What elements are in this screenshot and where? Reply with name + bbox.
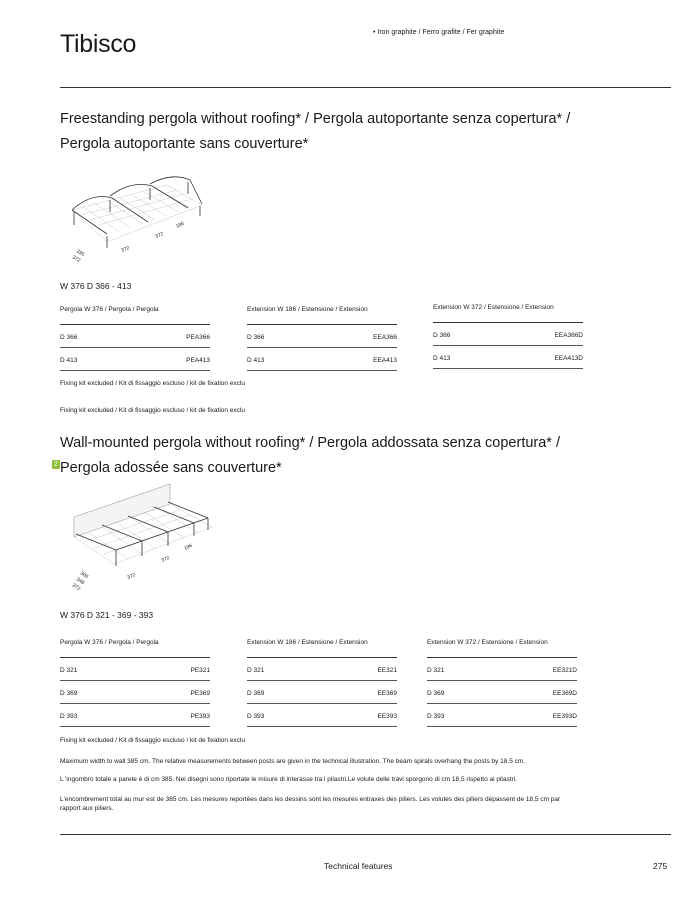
- table-header: Pergola W 376 / Pergola / Pergola: [60, 303, 210, 325]
- row-size: D 369: [427, 690, 445, 697]
- row-code: PE321: [190, 667, 210, 674]
- table-row: [60, 704, 210, 727]
- section2-title-line2: Pergola adossée sans couverture*: [60, 460, 282, 476]
- row-size: D 413: [247, 357, 265, 364]
- page-marker-badge: 2: [52, 460, 60, 469]
- table-header: Extension W 372 / Estensione / Extension: [427, 636, 577, 658]
- page-number: 275: [653, 861, 668, 871]
- row-code: PE369: [190, 690, 210, 697]
- table-row: [60, 325, 210, 348]
- section2-fixing-note: Fixing kit excluded / Kit di fissaggio escluso / kit de fixation exclu: [60, 737, 245, 744]
- row-code: EEA413: [373, 357, 397, 364]
- row-code: EE369D: [552, 690, 577, 697]
- row-code: EE393D: [552, 713, 577, 720]
- row-code: PE393: [190, 713, 210, 720]
- row-code: EE369: [377, 690, 397, 697]
- illus1-label-372a: 372: [154, 231, 165, 240]
- row-code: EE393: [377, 713, 397, 720]
- illus1-label-372b: 372: [120, 245, 131, 254]
- section1-title-line1: Freestanding pergola without roofing* / Pergola autoportante senza copertura* /: [60, 111, 571, 127]
- table-row: [247, 704, 397, 727]
- row-size: D 413: [433, 355, 451, 362]
- section2-title: [60, 431, 660, 481]
- table-row: [247, 348, 397, 371]
- section1-fixing-note-2: Fixing kit excluded / Kit di fissaggio escluso / kit de fixation exclu: [60, 407, 245, 414]
- table-row: [60, 348, 210, 371]
- row-size: D 393: [60, 713, 78, 720]
- section1-table-pergola: [60, 303, 210, 371]
- table-row: [433, 323, 583, 346]
- illus1-label-186: 186: [175, 220, 186, 230]
- section1-table-ext186: [247, 303, 397, 371]
- illus2-label-348: 348: [74, 576, 86, 587]
- section2-note-french: L'encombrement total au mur est de 385 cm. Les mesures reportées dans les dessins sont les mesures entraxes des piliers. Les volutes des piliers dépassent de 18,5 cm par rapport aux piliers.: [60, 796, 561, 812]
- row-size: D 321: [247, 667, 265, 674]
- row-code: EEA366: [373, 334, 397, 341]
- brand-title: Tibisco: [60, 30, 137, 58]
- section2-table-ext372: [427, 636, 577, 727]
- illus2-label-186: 186: [183, 542, 194, 552]
- illus1-label-335: 335: [75, 248, 86, 258]
- illus1-label-372c: 372: [71, 254, 82, 264]
- wall-mounted-pergola-illustration: [62, 482, 222, 592]
- top-divider: [60, 87, 671, 88]
- section2-table-ext186: [247, 636, 397, 727]
- illus2-label-372c: 372: [70, 582, 82, 592]
- row-code: EE321D: [552, 667, 577, 674]
- freestanding-pergola-illustration: [62, 170, 212, 270]
- row-code: EE321: [377, 667, 397, 674]
- section2-note-italian: L 'ingombro totale a parete è di cm 385. Nei disegni sono riportate le misure di interasse tra i pilastri.Le volute delle travi sporgono di cm 18,5 rispetto ai pilastri.: [60, 776, 517, 783]
- illus2-label-372a: 372: [160, 555, 171, 564]
- row-size: D 366: [247, 334, 265, 341]
- row-size: D 321: [427, 667, 445, 674]
- section2-table-pergola: [60, 636, 210, 727]
- table-header: Pergola W 376 / Pergola / Pergola: [60, 636, 210, 658]
- table-row: [427, 658, 577, 681]
- row-code: EEA413D: [554, 355, 583, 362]
- row-size: D 413: [60, 357, 78, 364]
- footer-section-label: Technical features: [324, 861, 393, 871]
- finish-label: • Iron graphite / Ferro grafite / Fer graphite: [373, 29, 505, 36]
- section2-dimensions: W 376 D 321 - 369 - 393: [60, 610, 154, 620]
- row-code: PEA366: [186, 334, 210, 341]
- table-row: [427, 704, 577, 727]
- section2-title-line1: Wall-mounted pergola without roofing* / Pergola addossata senza copertura* /: [60, 435, 561, 451]
- table-row: [247, 658, 397, 681]
- row-size: D 366: [60, 334, 78, 341]
- row-size: D 321: [60, 667, 78, 674]
- table-header: Extension W 186 / Estensione / Extension: [247, 303, 397, 325]
- row-code: PEA413: [186, 357, 210, 364]
- table-row: [60, 681, 210, 704]
- table-row: [247, 681, 397, 704]
- row-size: D 369: [60, 690, 78, 697]
- row-code: EEA366D: [554, 332, 583, 339]
- row-size: D 369: [247, 690, 265, 697]
- section1-title: [60, 107, 660, 157]
- section1-table-ext372: [433, 301, 583, 369]
- table-row: [433, 346, 583, 369]
- section2-note-english: Maximum width to wall 385 cm. The relative measurements between posts are given in the technical illustration. The beam spirals overhang the posts by 18.5 cm.: [60, 758, 526, 765]
- row-size: D 366: [433, 332, 451, 339]
- section1-title-line2: Pergola autoportante sans couverture*: [60, 136, 309, 152]
- bottom-divider: [60, 834, 671, 835]
- section1-dimensions: W 376 D 366 - 413: [60, 281, 132, 291]
- row-size: D 393: [427, 713, 445, 720]
- table-row: [427, 681, 577, 704]
- illus2-label-300: 300: [78, 570, 90, 581]
- row-size: D 393: [247, 713, 265, 720]
- illus2-label-372b: 372: [126, 572, 137, 581]
- table-header: Extension W 186 / Estensione / Extension: [247, 636, 397, 658]
- table-header: Extension W 372 / Estensione / Extension: [433, 301, 583, 323]
- table-row: [60, 658, 210, 681]
- section1-fixing-note-1: Fixing kit excluded / Kit di fissaggio escluso / kit de fixation exclu: [60, 380, 245, 387]
- table-row: [247, 325, 397, 348]
